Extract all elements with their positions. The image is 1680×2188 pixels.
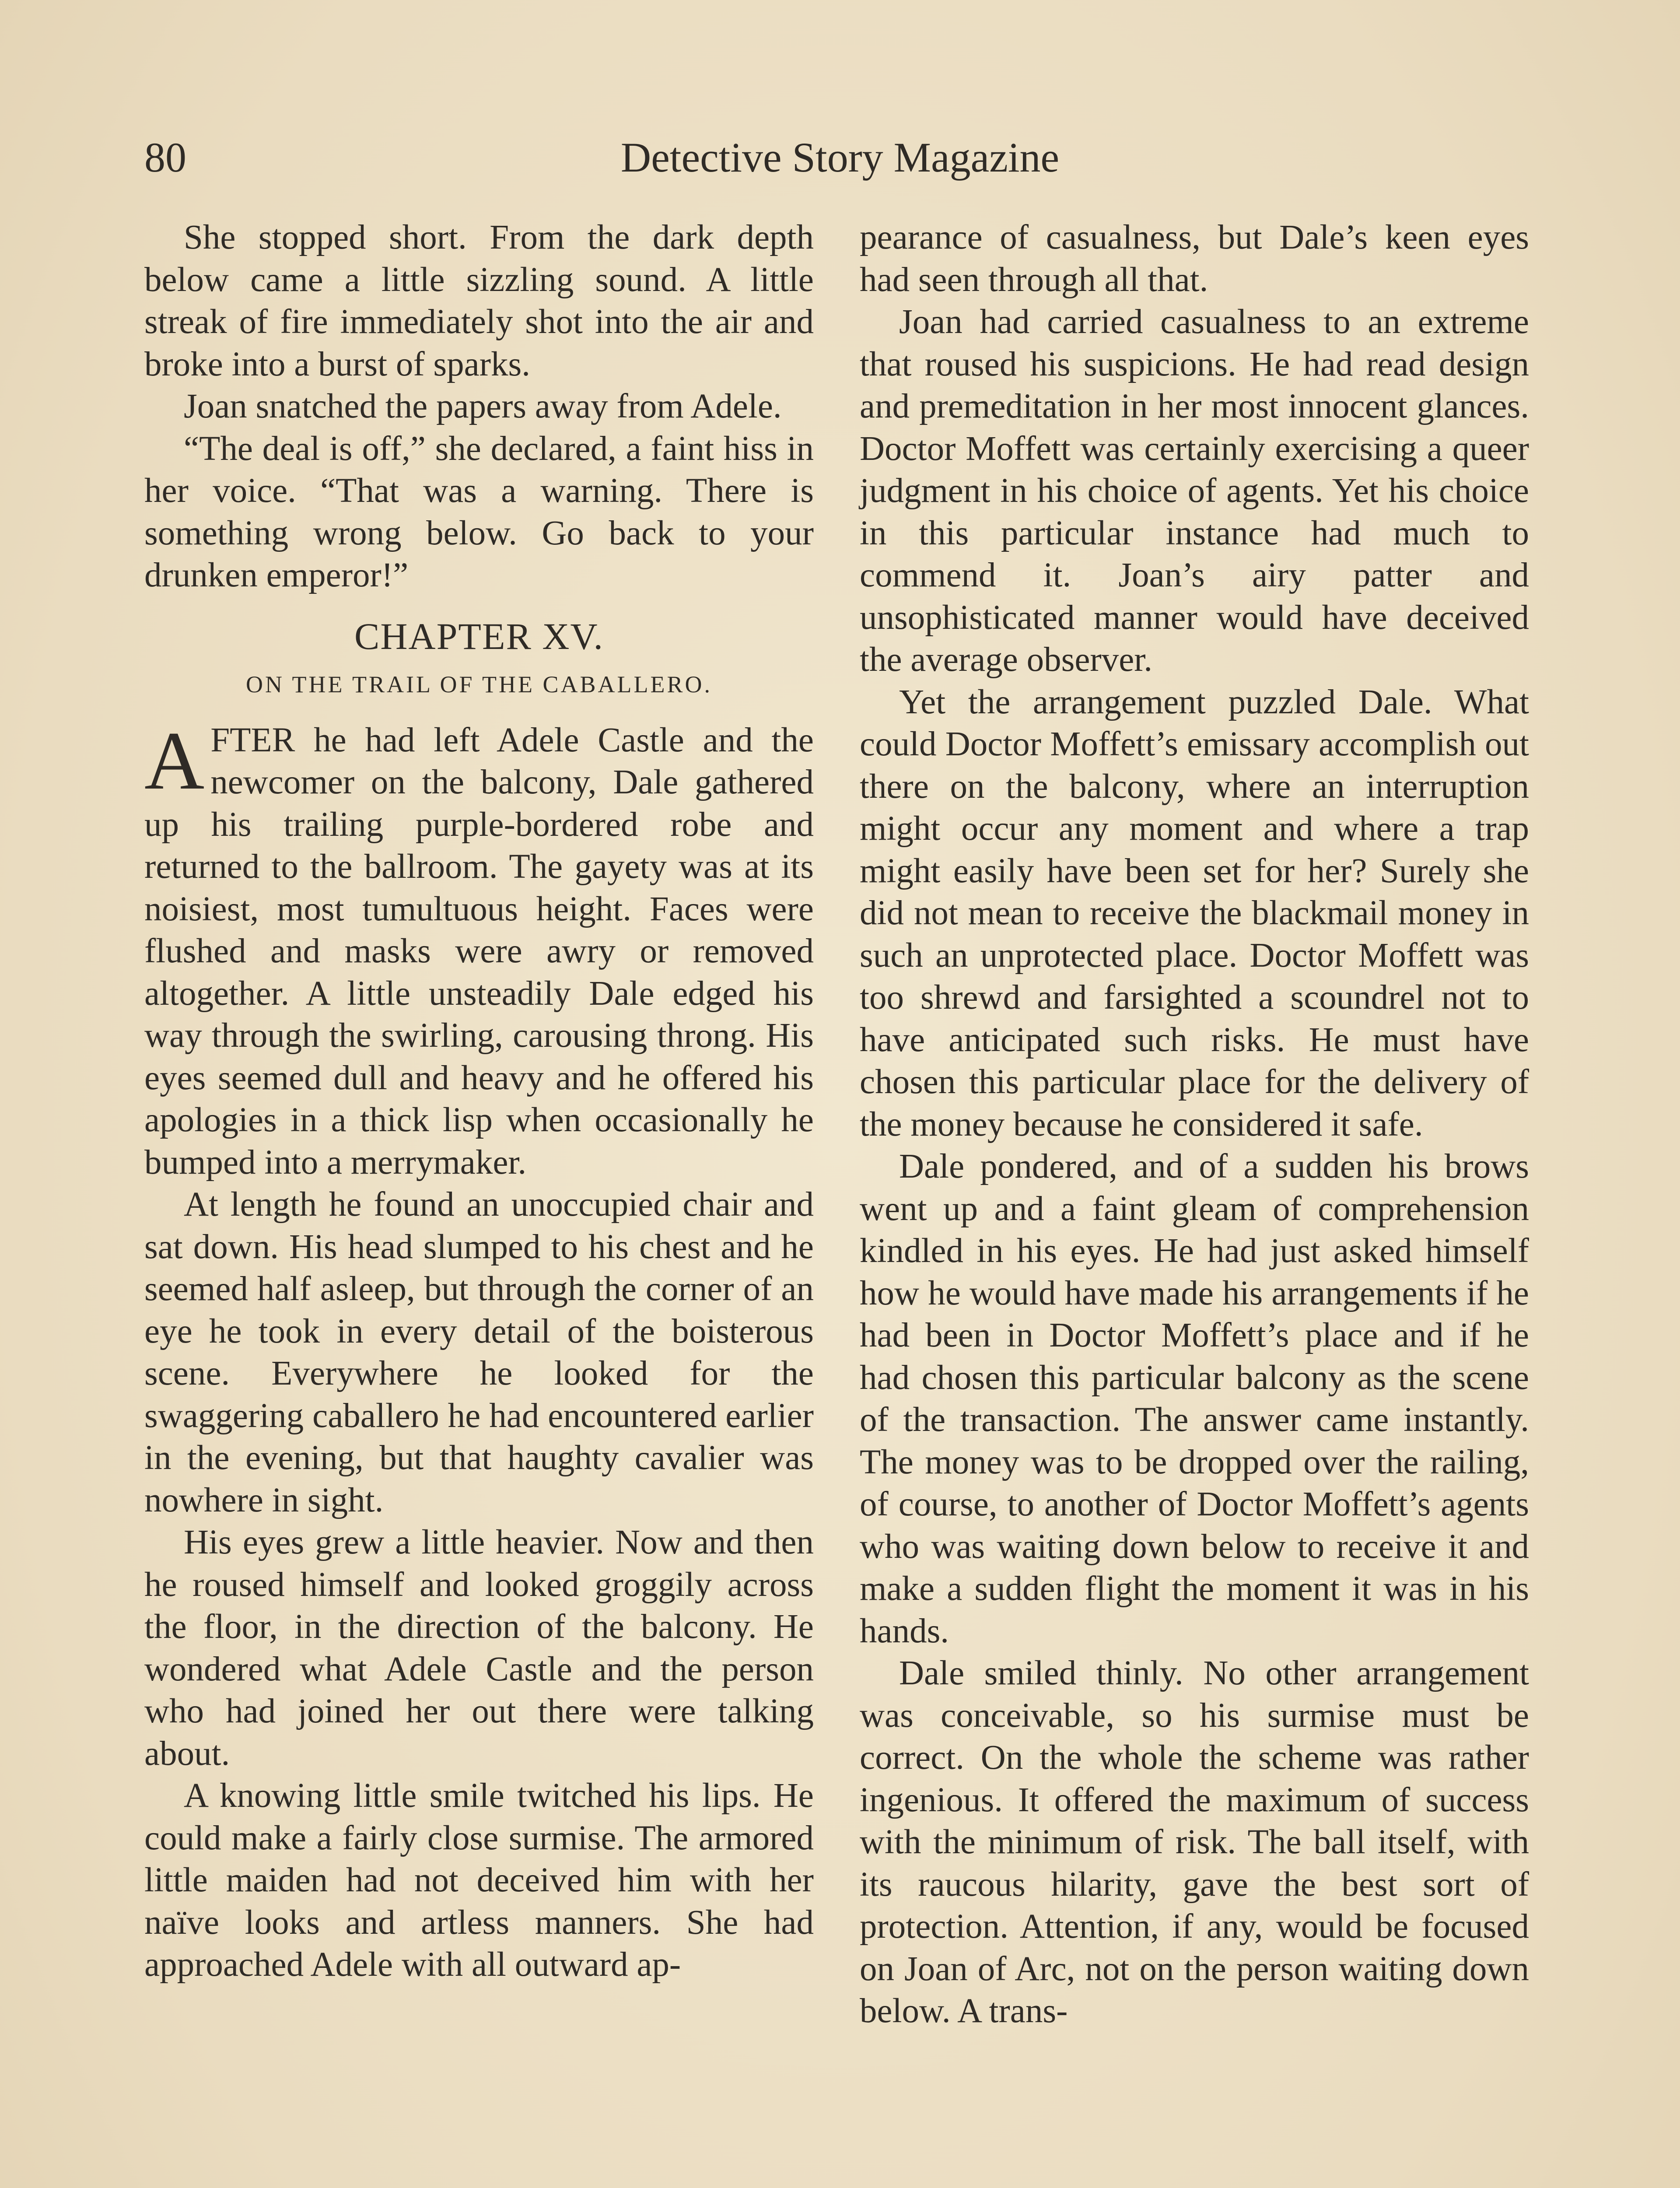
paragraph: A knowing little smile twitched his lips. He could make a fairly close surmise. The armored little maiden had not deceived him with her naïve looks and artless manners. She had approached Adele with all outward ap- (144, 1777, 814, 1984)
paragraph: His eyes grew a little heavier. Now and then he roused himself and looked groggily across the floor, in the direction of the balcony. He wondered what Adele Castle and the person who had joined her out there were talking about. (144, 1523, 814, 1773)
paragraph: She stopped short. From the dark depth below came a little sizzling sound. A little streak of fire immediately shot into the air and broke into a burst of sparks. (144, 218, 814, 383)
paragraph: “The deal is off,” she declared, a faint hiss in her voice. “That was a warning. There is something wrong below. Go back to your drunken emperor!” (144, 429, 814, 594)
left-column (144, 217, 814, 1986)
page-header (144, 131, 1536, 193)
paragraph: Joan had carried casualness to an extreme that roused his suspicions. He had read design and premeditation in her most innocent glances. Doctor Moffett was certainly exercising a queer judgment in his choice of agents. Yet his choice in this particular instance had much to commend it. Joan’s airy patter and unsophisticated manner would have deceived the average observer. (860, 303, 1529, 679)
chapter-opening-paragraph (144, 715, 814, 1184)
paragraph-text: FTER he had left Adele Castle and the newcomer on the balcony, Dale gathered up his trailing purple-bordered robe and returned to the ballroom. The gayety was at its noisiest, most tumultuous height. Faces were flushed and masks were awry or removed altogether. A little unsteadily Dale edged his way through the swirling, carousing throng. His eyes seemed dull and heavy and he offered his apologies in a thick lisp when occasionally he bumped into a merrymaker. (144, 721, 814, 1182)
paragraph: Joan snatched the papers away from Adele. (184, 387, 782, 425)
paragraph: Yet the arrangement puzzled Dale. What could Doctor Moffett’s emissary accomplish out there on the balcony, where an interruption might occur any moment and where a trap might easily have been set for her? Surely she did not mean to receive the blackmail money in such an unprotected place. Doctor Moffett was too shrewd and farsighted a scoundrel not to have anticipated such risks. He must have chosen this particular place for the delivery of the money because he considered it safe. (860, 683, 1529, 1143)
page-number: 80 (144, 134, 186, 181)
chapter-subtitle: ON THE TRAIL OF THE CABALLERO. (246, 671, 712, 698)
paragraph: Dale smiled thinly. No other arrangement was conceivable, so his surmise must be correct. On the whole the scheme was rather ingenious. It offered the maximum of success with the minimum of risk. The ball itself, with its raucous hilarity, gave the best sort of protection. Attention, if any, would be focused on Joan of Arc, not on the person waiting down below. A trans- (860, 1654, 1529, 2030)
magazine-title: Detective Story Magazine (620, 134, 1060, 181)
right-column (860, 217, 1529, 2033)
paragraph: At length he found an unoccupied chair and sat down. His head slumped to his chest and he seemed half asleep, but through the corner of an eye he took in every detail of the boisterous scene. Everywhere he looked for the swaggering caballero he had encountered earlier in the evening, but that haughty cavalier was nowhere in sight. (144, 1185, 814, 1519)
paragraph: pearance of casualness, but Dale’s keen eyes had seen through all that. (860, 218, 1529, 299)
paragraph: Dale pondered, and of a sudden his brows went up and a faint gleam of comprehension kindled in his eyes. He had just asked himself how he would have made his arrangements if he had been in Doctor Moffett’s place and if he had chosen this particular balcony as the scene of the transaction. The answer came instantly. The money was to be dropped over the railing, of course, to another of Doctor Moffett’s agents who was waiting down below to receive it and make a sudden flight the moment it was in his hands. (860, 1147, 1529, 1650)
drop-cap: A (144, 715, 205, 807)
chapter-heading: CHAPTER XV. (354, 615, 604, 657)
